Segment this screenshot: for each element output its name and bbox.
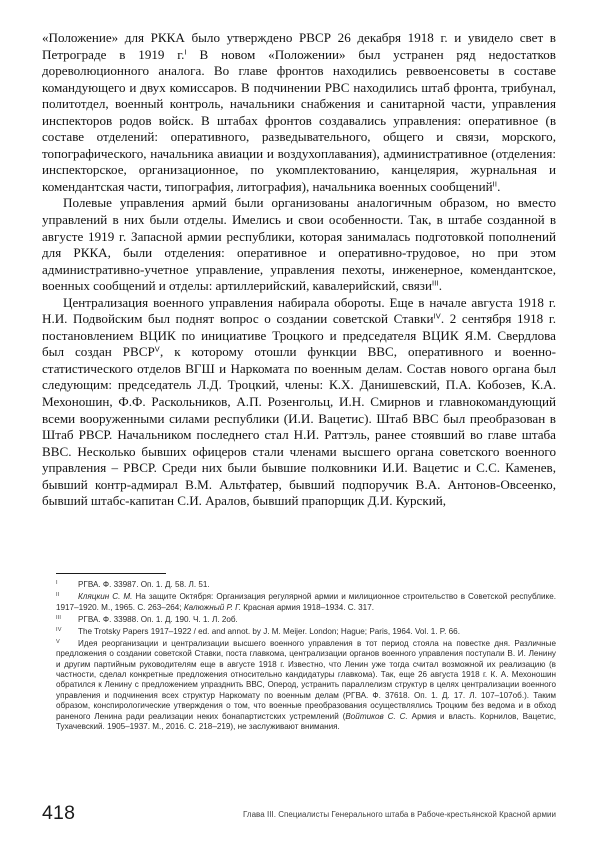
footnote-marker: IV bbox=[56, 627, 62, 633]
body-text-column bbox=[42, 30, 556, 510]
footnote-reference[interactable]: V bbox=[154, 344, 160, 354]
body-paragraph: Полевые управления армий были организованы аналогичным образом, но вместо управлений в них были отделы. Имелись и свои особенности. Так, в штабе созданной в августе 1919 г. Запасной армии республики, которая занималась подготовкой пополнений для РККА, были отделения: оперативное и оперативно-трудовое, но при этом административно-учетное управление, управления пехоты, инженерное, комендантское, военных сообщений и отделы: артиллерийский, кавалерийский, связи$^{III}$. bbox=[42, 195, 556, 294]
footnote-marker: III bbox=[56, 614, 62, 621]
footnote-reference[interactable]: I bbox=[184, 46, 187, 56]
footnote-author-name: Калюжный Р. Г. bbox=[183, 602, 242, 612]
footnote-item: I РГВА. Ф. 33987. Оп. 1. Д. 58. Л. 51. bbox=[56, 580, 210, 589]
footnote-separator-rule bbox=[56, 573, 166, 574]
footnote-reference[interactable]: IV bbox=[433, 311, 441, 321]
footnote-marker: I bbox=[56, 580, 58, 587]
footnote-author-name: Кляцкин С. М. bbox=[78, 592, 133, 602]
body-paragraph: «Положение» для РККА было утверждено РВСР 26 декабря 1918 г. и увидело свет в Петрограде в 1919 г.$^I$ В новом «Положении» был устранен ряд недостатков дореволюционного аналога. Во главе фронтов находились реввоенсоветы в составе командующего и двух комиссаров. В подчинении РВС находились штаб фронта, трибунал, политотдел, военный контроль, начальники снабжения и санитарной части, управления инспекторов родов войск. В штабах фронтов создавались управления: оперативное (в составе отделений: оперативного, разведывательного, общего и связи, морского, топографического, начальника авиации и воздухоплавания), административное (отделения: инспекторское, организационное, по укомплектованию, канцелярия, журнальная и комендантская части, типография, литография), начальника военных сообщений$^{II}$. bbox=[42, 30, 556, 194]
footnotes-block bbox=[56, 580, 556, 734]
footnote-item: V Идея реорганизации и централизации высшего военного управления в тот период стояла на повестке дня. Различные предложения о создании советской Ставки, поста главкома, централизации органов военного управления поступали В. И. Ленину и другим партийным руководителям еще в августе 1918 г. Известно, что Ленин уже тогда считал возможной их реализацию (в частности, сделал конкретные предложения относительно кандидатуры главкома). Так, еще 26 августа 1918 г. К. А. Мехоношин обратился к Ленину с предложением упразднить ВВС, Оперод, устранить параллелизм структур в целях централизации военного управления и подчинения всех структур Наркомату по военным делам (РГВА. Ф. 37618. Оп. 1. Д. 17. Л. 107–107об.). Таким образом, конспирологические утверждения о том, что военные преобразования осуществлялись Троцким без ведома и в обход раненого Ленина ради реализации неких бонапартистских устремлений (Войтиков С. С. Армия и власть. Корнилов, Вацетис, Тухачевский. 1905–1937. М., 2016. С. 218–219), не заслуживают внимания. bbox=[56, 638, 556, 732]
footnote-marker: V bbox=[56, 639, 60, 646]
footnote-reference[interactable]: II bbox=[492, 179, 498, 189]
running-head: Глава III. Специалисты Генерального штаба в Рабоче-крестьянской Красной армии bbox=[242, 809, 556, 819]
footnote-item: II Кляцкин С. М. На защите Октября: Организация регулярной армии и милиционное строительство в Советской республике. 1917–1920. М., 1965. С. 263–264; Калюжный Р. Г. Красная армия 1918–1934. С. 317. bbox=[56, 592, 556, 612]
body-paragraph: Централизация военного управления набирала обороты. Еще в начале августа 1918 г. Н.И. Подвойским был поднят вопрос о создании советской Ставки$^{IV}$. 2 сентября 1918 г. постановлением ВЦИК по инициативе Троцкого и председателя ВЦИК Я.М. Свердлова был создан РВСР$^V$, к которому отошли функции ВВС, оперативного и военно-статистического отделов ВГШ и Наркомата по военным делам. Состав нового органа был следующим: председатель Л.Д. Троцкий, члены: К.Х. Данишевский, П.А. Кобозев, К.А. Мехоношин, Ф.Ф. Раскольников, А.П. Розенгольц, И.Н. Смирнов и главнокомандующий всеми вооруженными силами республики (И.И. Вацетис). Штаб ВВС был преобразован в Штаб РВСР. Начальником последнего стал Н.И. Раттэль, ранее стоявший во главе штаба ВВС. Несколько бывших офицеров стали членами высшего органа советского военного управления – РВСР. Среди них были бывшие полковники И.И. Вацетис и С.С. Каменев, бывший контр-адмирал В.М. Альтфатер, бывший подпоручик В.А. Антонов-Овсеенко, бывший штабс-капитан С.И. Аралов, бывший прапорщик Д.И. Курский, bbox=[42, 294, 556, 509]
footnote-reference[interactable]: III bbox=[432, 278, 439, 288]
footnote-marker: II bbox=[56, 592, 60, 599]
page-number: 418 bbox=[42, 802, 76, 824]
footnote-author-name: Войтиков С. С. bbox=[345, 711, 408, 721]
footnote-item: III РГВА. Ф. 33988. Оп. 1. Д. 190. Ч. 1. Л. 2об. bbox=[56, 614, 238, 624]
footnote-item: IV The Trotsky Papers 1917–1922 / ed. and annot. by J. M. Meijer. London; Hague; Paris, 1964. Vol. 1. P. 66. bbox=[56, 626, 460, 636]
page-footer bbox=[0, 802, 600, 832]
